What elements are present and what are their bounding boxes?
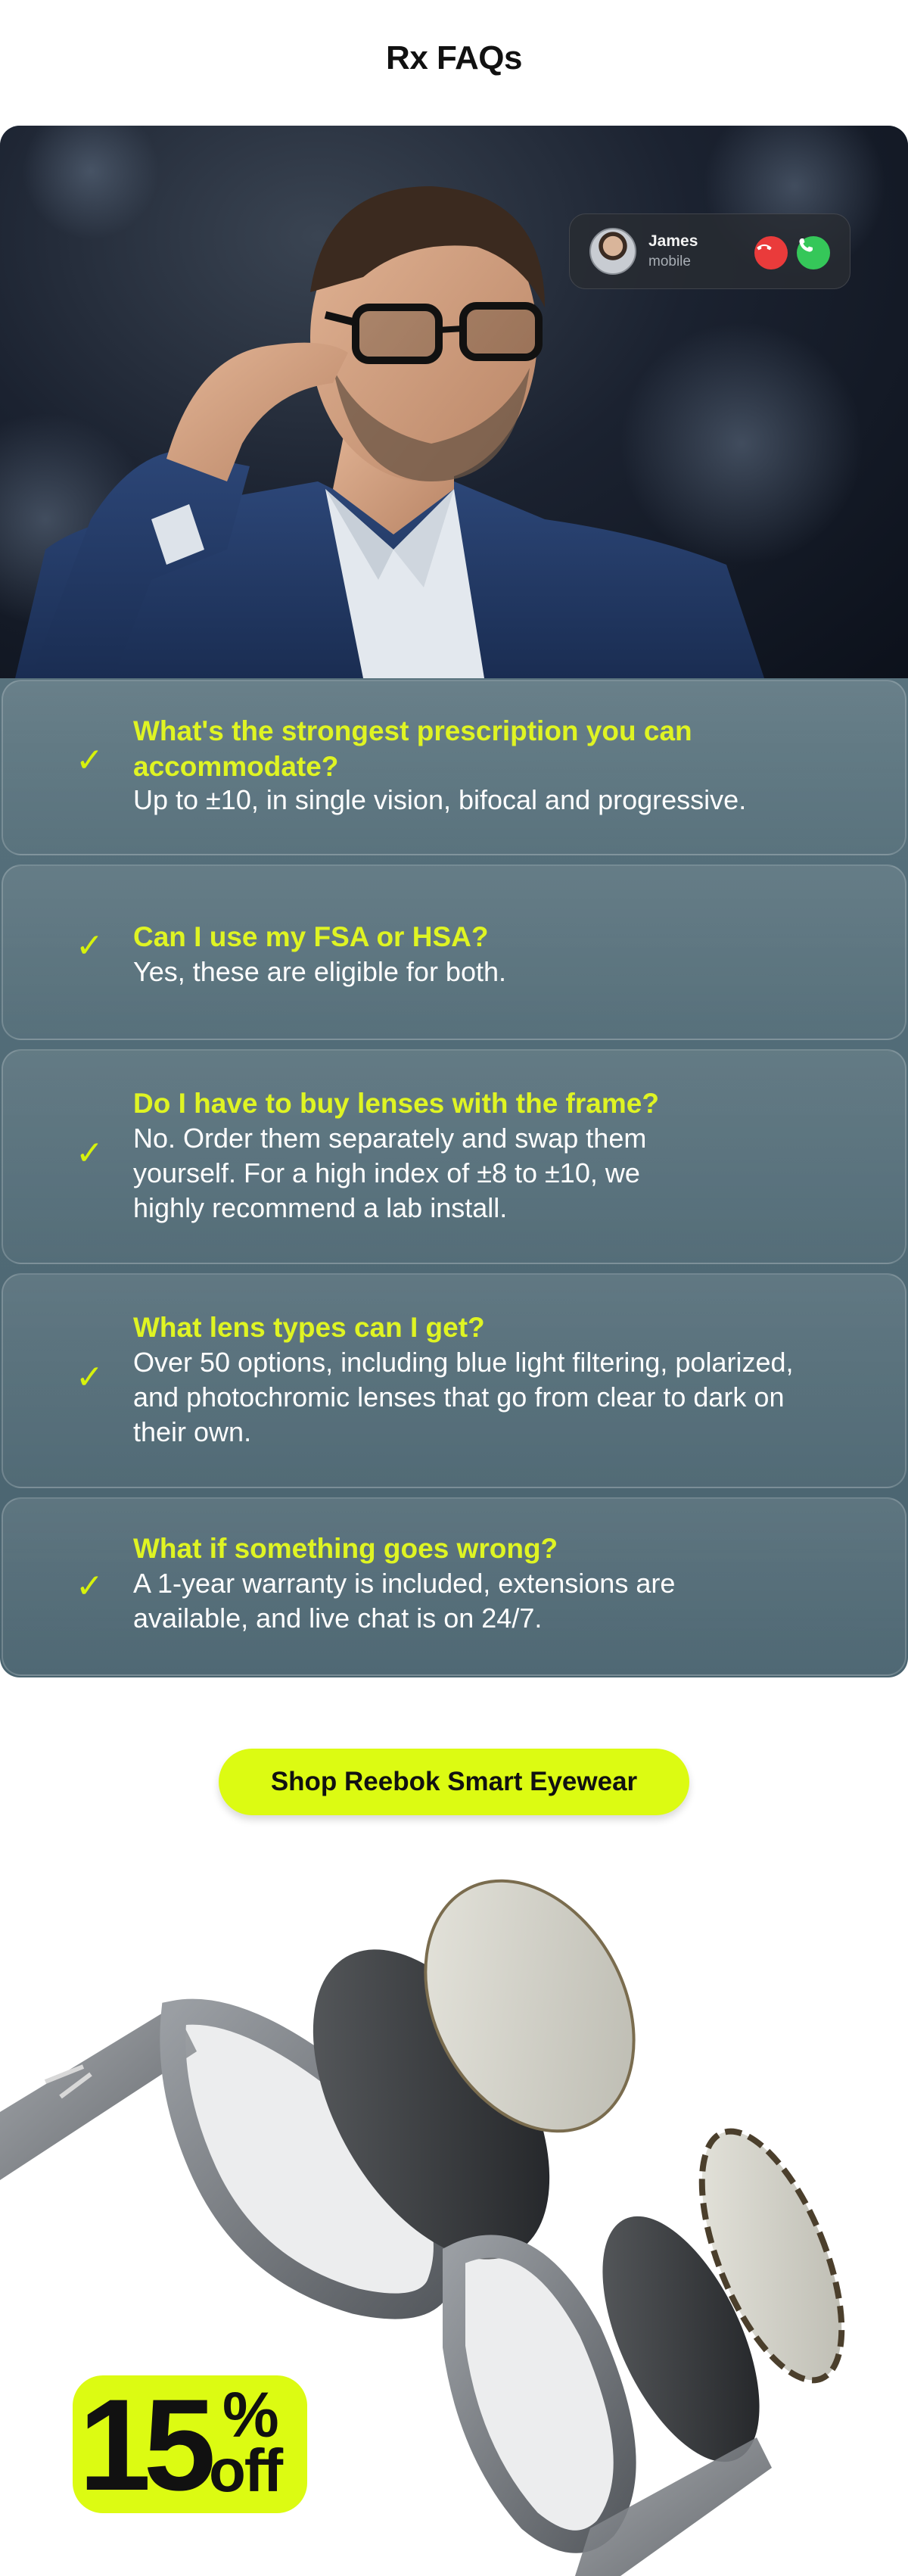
incoming-call-notification: [569, 213, 850, 289]
phone-down-icon: [754, 236, 774, 256]
decline-call-button[interactable]: [754, 236, 788, 269]
checkmark-icon: ✓: [76, 1359, 104, 1396]
faq-answer: No. Order them separately and swap them yourself. For a high index of ±8 to ±10, we highly recommend a lab install.: [133, 1123, 647, 1223]
faq-answer: Yes, these are eligible for both.: [133, 956, 506, 987]
hero-image: [0, 126, 908, 678]
faq-card: [0, 126, 908, 1677]
page-title: Rx FAQs: [386, 39, 522, 76]
faq-question: What's the strongest prescription you can accommodate?: [133, 715, 692, 782]
faq-question: What if something goes wrong?: [133, 1533, 558, 1564]
faq-item: [2, 864, 906, 1040]
discount-percent-sign: %: [222, 2379, 279, 2450]
faq-answer: A 1-year warranty is included, extensions are available, and live chat is on 24/7.: [133, 1568, 676, 1634]
checkmark-icon: ✓: [76, 927, 104, 964]
discount-number: 15: [79, 2372, 209, 2518]
faq-item: [2, 680, 906, 855]
faq-question: What lens types can I get?: [133, 1312, 485, 1343]
shop-reebok-smart-eyewear-button[interactable]: Shop Reebok Smart Eyewear: [219, 1749, 689, 1815]
discount-off-label: off: [209, 2437, 282, 2504]
accept-call-button[interactable]: [797, 236, 830, 269]
caller-subtitle: mobile: [648, 254, 691, 269]
faq-question: Can I use my FSA or HSA?: [133, 921, 489, 952]
faq-item: [2, 1497, 906, 1676]
checkmark-icon: ✓: [76, 1135, 104, 1172]
checkmark-icon: ✓: [76, 1568, 104, 1605]
faq-question: Do I have to buy lenses with the frame?: [133, 1088, 659, 1119]
avatar: [589, 228, 636, 275]
faq-item: [2, 1273, 906, 1488]
phone-icon: [797, 236, 815, 254]
caller-name: James: [648, 232, 698, 250]
man-with-glasses-illustration: [0, 126, 908, 678]
discount-badge: [73, 2372, 307, 2518]
faq-answer: Over 50 options, including blue light filtering, polarized, and photochromic lenses that go from clear to dark on their own.: [133, 1347, 794, 1447]
faq-item: [2, 1049, 906, 1264]
faq-answer: Up to ±10, in single vision, bifocal and progressive.: [133, 784, 747, 815]
checkmark-icon: ✓: [76, 742, 104, 779]
